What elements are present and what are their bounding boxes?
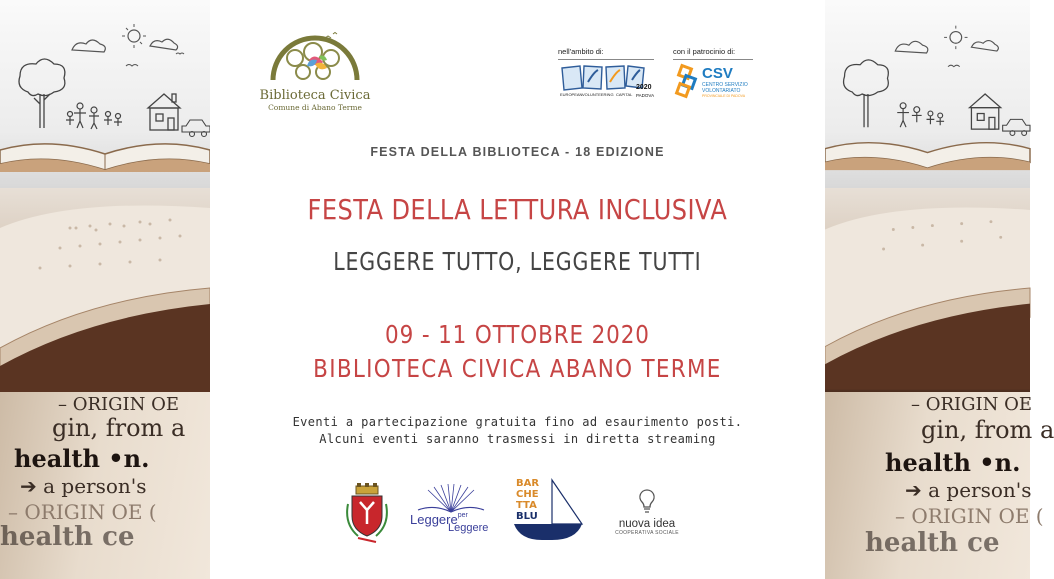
book-sketch-image (825, 0, 1030, 188)
divider (673, 59, 753, 60)
edition-label: FESTA DELLA BIBLIOTECA - 18 EDIZIONE (370, 145, 665, 159)
dictionary-line: – ORIGIN OE ( (8, 500, 157, 524)
csv-acronym: CSV (702, 65, 733, 82)
dictionary-line: – ORIGIN OE ( (895, 504, 1044, 528)
event-subtitle: LEGGERE TUTTO, LEGGERE TUTTI (333, 247, 702, 276)
dictionary-line: ➔ a person's (905, 478, 1032, 502)
barchetta-blu-logo (512, 478, 584, 542)
event-poster (210, 0, 825, 579)
book-sketch-image (0, 0, 210, 188)
dictionary-line: gin, from a (52, 414, 186, 442)
lightbulb-icon (637, 488, 657, 514)
library-name: Biblioteca Civica (259, 88, 371, 103)
library-emblem-icon (263, 30, 367, 82)
right-decorative-image (825, 0, 1054, 579)
barchetta-line: TTA (516, 500, 537, 511)
evc-city: PADOVA (636, 93, 655, 98)
braille-book-image (825, 188, 1030, 392)
dictionary-line: health •n. (885, 448, 1021, 477)
braille-book-image (0, 188, 210, 392)
dictionary-line: gin, from a (921, 416, 1054, 444)
coat-of-arms-icon (344, 482, 390, 544)
csv-line3: PROVINCIALE DI PADOVA (702, 94, 746, 98)
csv-line2: VOLONTARIATO (702, 88, 741, 94)
open-book-icon (408, 484, 494, 514)
dictionary-page-image (0, 392, 210, 579)
leggere-end: Leggere (448, 522, 489, 534)
evc-year: 2020 (636, 84, 652, 91)
braille-book-illustration (0, 188, 210, 392)
patronage-label: con il patrocinio di: (673, 47, 736, 56)
evc-text-c: CAPITAL (616, 92, 633, 97)
event-note-line1: Eventi a partecipazione gratuita fino ad esaurimento posti. (292, 415, 743, 429)
book-sketch-illustration (825, 0, 1030, 188)
dictionary-line: – ORIGIN OE (58, 394, 179, 415)
csv-logo (676, 65, 756, 101)
left-decorative-image (0, 0, 210, 579)
csv-emblem-icon (676, 65, 700, 99)
divider (558, 59, 654, 60)
event-venue: BIBLIOTECA CIVICA ABANO TERME (313, 354, 722, 383)
nuova-idea-name: nuova idea (618, 518, 676, 530)
evc-text-a: EUROPEAN (560, 92, 583, 97)
european-volunteering-capital-logo (558, 62, 658, 102)
context-label: nell'ambito di: (558, 47, 604, 56)
event-date: 09 - 11 OTTOBRE 2020 (385, 320, 650, 349)
library-subname: Comune di Abano Terme (268, 103, 362, 112)
dictionary-line: health ce (865, 528, 1000, 558)
dictionary-line: – ORIGIN OE (911, 394, 1032, 415)
barchetta-text (516, 478, 539, 522)
barchetta-line: BLU (516, 511, 538, 522)
evc-text-b: VOLUNTEERING (582, 92, 614, 97)
event-title: FESTA DELLA LETTURA INCLUSIVA (307, 193, 728, 226)
leggere-main: Leggere (410, 512, 458, 527)
dictionary-line: ➔ a person's (20, 474, 147, 498)
abano-coat-of-arms (344, 482, 390, 544)
nuova-idea-tag: COOPERATIVA SOCIALE (615, 530, 679, 536)
leggere-per-leggere-logo (408, 484, 494, 538)
leggere-small: per (457, 512, 468, 519)
csv-line1: CENTRO SERVIZIO (702, 82, 748, 88)
braille-book-illustration (825, 188, 1030, 392)
dictionary-page-image (825, 392, 1054, 579)
barchetta-line: CHE (516, 489, 539, 500)
dictionary-line: health •n. (14, 444, 150, 473)
library-logo (252, 30, 378, 112)
book-sketch-illustration (0, 0, 210, 188)
dictionary-line: health ce (0, 522, 135, 552)
barchetta-line: BAR (516, 478, 540, 489)
nuova-idea-logo (610, 488, 684, 538)
event-note-line2: Alcuni eventi saranno trasmessi in diretta streaming (319, 432, 716, 446)
